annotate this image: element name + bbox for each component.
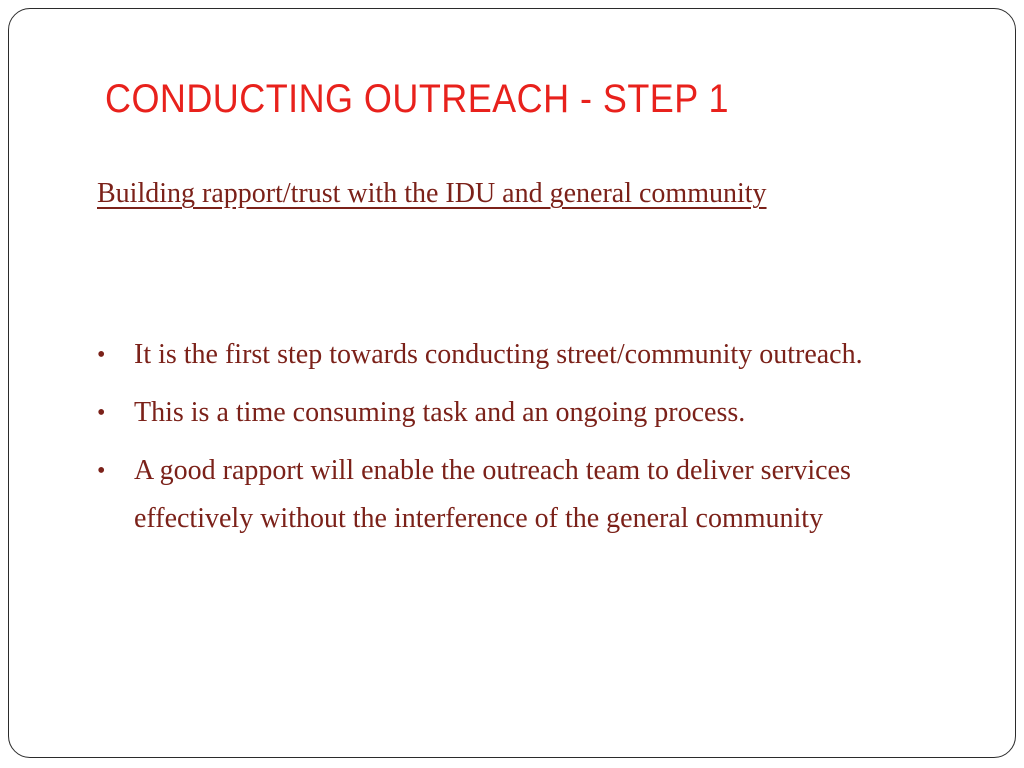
bullet-item	[97, 447, 957, 543]
bullet-icon: •	[97, 458, 106, 484]
bullet-icon: •	[97, 400, 106, 426]
slide-subheading: Building rapport/trust with the IDU and general community	[97, 178, 767, 209]
bullet-text: A good rapport will enable the outreach team to deliver services effectively without the interference of the general community	[134, 455, 851, 534]
slide-title: CONDUCTING OUTREACH - STEP 1	[105, 77, 729, 121]
bullet-text: This is a time consuming task and an ongoing process.	[134, 397, 746, 428]
bullet-list	[97, 331, 957, 553]
slide-frame	[8, 8, 1016, 758]
bullet-item	[97, 389, 957, 437]
bullet-icon: •	[97, 342, 106, 368]
bullet-text: It is the first step towards conducting street/community outreach.	[134, 339, 863, 370]
bullet-item	[97, 331, 957, 379]
